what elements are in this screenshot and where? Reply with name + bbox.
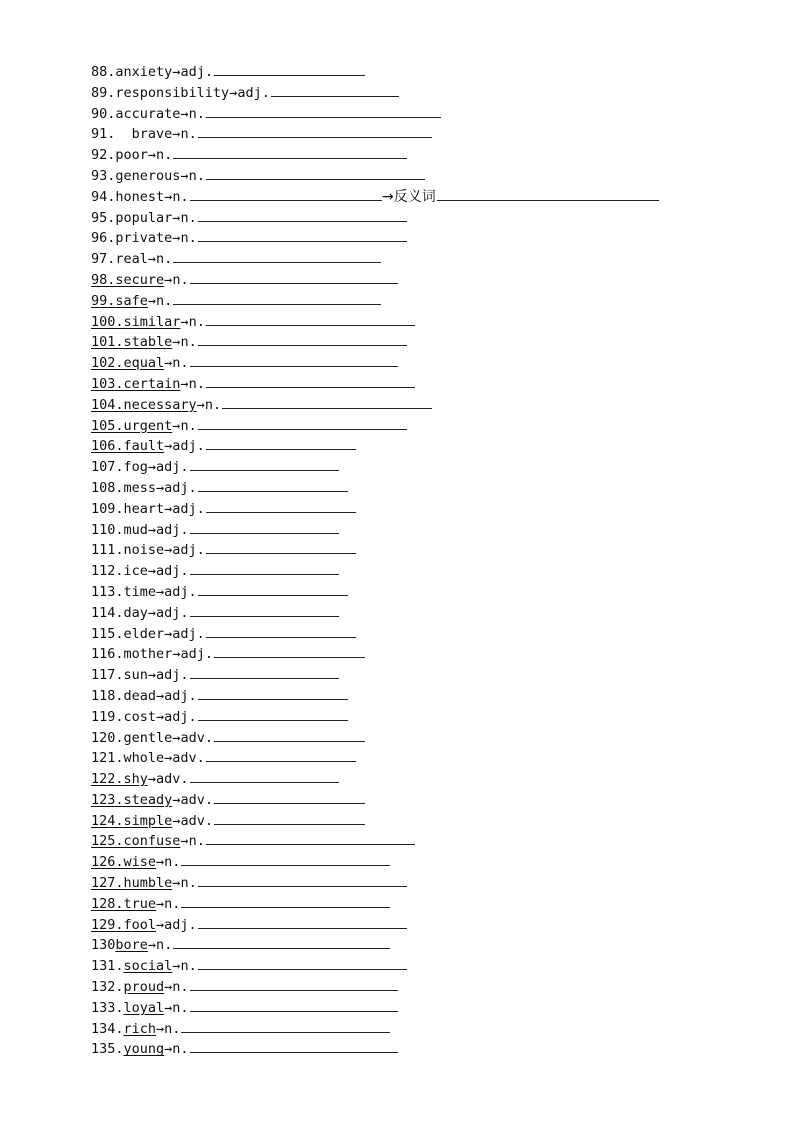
answer-blank[interactable]: [190, 561, 339, 575]
exercise-item: [91, 62, 659, 83]
arrow-icon: →: [147, 563, 157, 580]
item-number: 134.: [91, 1020, 124, 1037]
answer-blank[interactable]: [214, 790, 365, 804]
item-word: honest: [115, 188, 165, 205]
answer-blank[interactable]: [173, 291, 381, 305]
part-of-speech: n.: [188, 105, 205, 122]
arrow-icon: →: [229, 84, 238, 101]
item-number: 94.: [91, 188, 116, 205]
answer-blank[interactable]: [190, 1039, 398, 1053]
item-number: 135.: [91, 1041, 124, 1058]
arrow-icon: →: [172, 958, 181, 975]
item-word: dead: [123, 687, 157, 704]
arrow-icon: →: [156, 1020, 165, 1037]
item-word: noise: [123, 542, 165, 559]
arrow-icon: →: [172, 646, 181, 663]
item-number: 130: [91, 937, 116, 954]
part-of-speech: n.: [156, 937, 173, 954]
item-word: generous: [115, 167, 181, 184]
part-of-speech: n.: [188, 375, 205, 392]
exercise-item: [91, 312, 659, 333]
part-of-speech: n.: [164, 895, 181, 912]
item-word: certain: [123, 375, 181, 392]
part-of-speech: adv.: [172, 750, 205, 767]
item-number: 88.: [91, 64, 116, 80]
arrow-icon: →: [147, 147, 157, 164]
part-of-speech: adj.: [156, 521, 189, 538]
item-word: rich: [123, 1020, 157, 1037]
answer-blank[interactable]: [198, 228, 407, 242]
exercise-item: [91, 769, 659, 790]
exercise-item: [91, 977, 659, 998]
antonym-blank[interactable]: [437, 187, 659, 201]
arrow-icon: →: [147, 292, 157, 309]
item-word: fault: [123, 438, 165, 455]
answer-blank[interactable]: [190, 353, 398, 367]
arrow-icon: →: [164, 355, 173, 372]
part-of-speech: adj.: [156, 563, 189, 580]
answer-blank[interactable]: [190, 603, 339, 617]
exercise-item: [91, 894, 659, 915]
answer-blank[interactable]: [206, 374, 415, 388]
arrow-icon: →: [156, 708, 165, 725]
item-word: safe: [115, 292, 148, 309]
arrow-icon: →: [147, 937, 157, 954]
answer-blank[interactable]: [198, 124, 432, 138]
part-of-speech: n.: [188, 313, 205, 330]
part-of-speech: adj.: [172, 625, 205, 642]
part-of-speech: adj.: [172, 500, 205, 517]
arrow-icon: →: [180, 167, 189, 184]
item-word: stable: [123, 334, 173, 351]
answer-blank[interactable]: [214, 644, 365, 658]
item-number: 113.: [91, 583, 124, 600]
item-number: 99.: [91, 292, 116, 309]
item-word: wise: [123, 854, 157, 871]
arrow-icon: →: [156, 583, 165, 600]
part-of-speech: n.: [172, 999, 189, 1016]
exercise-item: [91, 499, 659, 520]
answer-blank[interactable]: [190, 457, 339, 471]
answer-blank[interactable]: [173, 935, 390, 949]
item-word: humble: [123, 875, 173, 892]
answer-blank[interactable]: [214, 728, 365, 742]
exercise-item: [91, 416, 659, 437]
exercise-item: [91, 873, 659, 894]
exercise-item: [91, 83, 659, 104]
item-number: 114.: [91, 604, 124, 621]
item-number: 102.: [91, 355, 124, 372]
item-word: loyal: [123, 999, 165, 1016]
exercise-item: [91, 124, 659, 145]
item-word: day: [123, 604, 148, 621]
item-number: 119.: [91, 708, 124, 725]
item-word: heart: [123, 500, 165, 517]
item-word: mother: [123, 646, 173, 663]
arrow-icon: →: [172, 791, 181, 808]
item-word: accurate: [115, 105, 181, 122]
arrow-icon: →: [147, 771, 157, 788]
answer-blank[interactable]: [198, 416, 407, 430]
answer-blank[interactable]: [198, 686, 348, 700]
item-word: real: [115, 251, 148, 268]
item-number: 103.: [91, 375, 124, 392]
item-number: 111.: [91, 542, 124, 559]
exercise-item: [91, 728, 659, 749]
item-number: 123.: [91, 791, 124, 808]
item-word: cost: [123, 708, 157, 725]
part-of-speech: n.: [180, 417, 197, 434]
part-of-speech: n.: [164, 854, 181, 871]
item-number: 95.: [91, 209, 116, 226]
answer-blank[interactable]: [190, 270, 398, 284]
arrow-icon: →: [164, 188, 173, 205]
item-number: 118.: [91, 687, 124, 704]
part-of-speech: n.: [156, 251, 173, 268]
item-word: bore: [115, 937, 148, 954]
exercise-item: [91, 457, 659, 478]
exercise-item: [91, 208, 659, 229]
item-word: simple: [123, 812, 173, 829]
part-of-speech: n.: [156, 147, 173, 164]
answer-blank[interactable]: [206, 748, 356, 762]
item-word: young: [123, 1041, 165, 1058]
answer-blank[interactable]: [206, 166, 425, 180]
exercise-item: [91, 187, 659, 208]
exercise-item: [91, 291, 659, 312]
exercise-item: [91, 831, 659, 852]
item-number: 108.: [91, 479, 124, 496]
item-word: time: [123, 583, 157, 600]
item-number: 120.: [91, 729, 124, 746]
exercise-item: [91, 665, 659, 686]
part-of-speech: adj.: [164, 479, 197, 496]
arrow-icon: →: [164, 999, 173, 1016]
arrow-icon: →: [172, 729, 181, 746]
word-form-exercise-list: [91, 62, 659, 1060]
item-word: ice: [123, 563, 148, 580]
part-of-speech: n.: [172, 271, 189, 288]
item-word: popular: [115, 209, 173, 226]
arrow-icon: →: [180, 375, 189, 392]
exercise-item: [91, 520, 659, 541]
part-of-speech: adj.: [172, 542, 205, 559]
arrow-icon: →: [156, 854, 165, 871]
item-number: 91.: [91, 126, 116, 143]
part-of-speech: n.: [188, 167, 205, 184]
item-number: 122.: [91, 771, 124, 788]
item-word: mess: [123, 479, 157, 496]
answer-blank[interactable]: [206, 624, 356, 638]
exercise-item: [91, 811, 659, 832]
item-number: 131.: [91, 958, 124, 975]
part-of-speech: n.: [156, 292, 173, 309]
arrow-icon: →: [172, 126, 181, 143]
arrow-icon: →: [172, 417, 181, 434]
item-word: sun: [123, 667, 148, 684]
item-word: similar: [123, 313, 181, 330]
item-number: 129.: [91, 916, 124, 933]
part-of-speech: n.: [172, 1041, 189, 1058]
arrow-icon: →: [196, 396, 205, 413]
item-number: 115.: [91, 625, 124, 642]
answer-blank[interactable]: [173, 145, 407, 159]
answer-blank[interactable]: [190, 520, 339, 534]
item-word: responsibility: [115, 84, 230, 101]
item-word: necessary: [123, 396, 197, 413]
part-of-speech: adj.: [164, 708, 197, 725]
antonym-label: →反义词: [382, 188, 436, 205]
item-word: proud: [123, 979, 165, 996]
answer-blank[interactable]: [198, 707, 348, 721]
item-number: 124.: [91, 812, 124, 829]
part-of-speech: adv.: [156, 771, 189, 788]
exercise-item: [91, 935, 659, 956]
exercise-item: [91, 998, 659, 1019]
answer-blank[interactable]: [206, 499, 356, 513]
exercise-item: [91, 145, 659, 166]
answer-blank[interactable]: [198, 915, 407, 929]
item-word: private: [115, 230, 173, 247]
item-word: social: [123, 958, 173, 975]
answer-blank[interactable]: [190, 665, 339, 679]
item-word: confuse: [123, 833, 181, 850]
exercise-item: [91, 956, 659, 977]
exercise-item: [91, 166, 659, 187]
part-of-speech: n.: [172, 355, 189, 372]
arrow-icon: →: [172, 812, 181, 829]
arrow-icon: →: [156, 895, 165, 912]
part-of-speech: adv.: [180, 791, 213, 808]
item-number: 126.: [91, 854, 124, 871]
item-word: secure: [115, 271, 165, 288]
arrow-icon: →: [172, 875, 181, 892]
part-of-speech: adj.: [164, 687, 197, 704]
exercise-item: [91, 395, 659, 416]
item-word: poor: [115, 147, 148, 164]
answer-blank[interactable]: [190, 977, 398, 991]
part-of-speech: adv.: [180, 812, 213, 829]
exercise-item: [91, 748, 659, 769]
answer-blank[interactable]: [198, 332, 407, 346]
answer-blank[interactable]: [198, 478, 348, 492]
item-number: 98.: [91, 271, 116, 288]
exercise-item: [91, 561, 659, 582]
answer-blank[interactable]: [198, 873, 407, 887]
part-of-speech: adj.: [172, 438, 205, 455]
answer-blank[interactable]: [190, 187, 382, 201]
exercise-item: [91, 1039, 659, 1060]
part-of-speech: n.: [180, 958, 197, 975]
exercise-item: [91, 603, 659, 624]
exercise-item: [91, 478, 659, 499]
answer-blank[interactable]: [198, 208, 407, 222]
part-of-speech: n.: [188, 833, 205, 850]
arrow-icon: →: [180, 105, 189, 122]
part-of-speech: n.: [180, 875, 197, 892]
answer-blank[interactable]: [206, 436, 356, 450]
exercise-item: [91, 353, 659, 374]
item-number: 127.: [91, 875, 124, 892]
part-of-speech: n.: [180, 126, 197, 143]
arrow-icon: →: [164, 750, 173, 767]
part-of-speech: n.: [172, 188, 189, 205]
exercise-item: [91, 582, 659, 603]
exercise-item: [91, 624, 659, 645]
arrow-icon: →: [147, 459, 157, 476]
answer-blank[interactable]: [206, 540, 356, 554]
arrow-icon: →: [156, 687, 165, 704]
exercise-item: [91, 540, 659, 561]
answer-blank[interactable]: [206, 831, 415, 845]
item-number: 89.: [91, 84, 116, 101]
item-word: fog: [123, 459, 148, 476]
arrow-icon: →: [147, 667, 157, 684]
item-word: urgent: [123, 417, 173, 434]
answer-blank[interactable]: [206, 104, 441, 118]
part-of-speech: adj.: [156, 604, 189, 621]
item-word: steady: [123, 791, 173, 808]
item-word: brave: [115, 126, 173, 143]
arrow-icon: →: [164, 542, 173, 559]
exercise-item: [91, 644, 659, 665]
item-number: 93.: [91, 167, 116, 184]
item-word: mud: [123, 521, 148, 538]
answer-blank[interactable]: [198, 956, 407, 970]
item-number: 96.: [91, 230, 116, 247]
item-number: 106.: [91, 438, 124, 455]
arrow-icon: →: [147, 251, 157, 268]
exercise-item: [91, 915, 659, 936]
arrow-icon: →: [147, 604, 157, 621]
item-word: anxiety: [115, 64, 173, 80]
exercise-item: [91, 270, 659, 291]
item-number: 104.: [91, 396, 124, 413]
arrow-icon: →: [156, 916, 165, 933]
part-of-speech: n.: [180, 334, 197, 351]
part-of-speech: adj.: [237, 84, 270, 101]
item-number: 109.: [91, 500, 124, 517]
arrow-icon: →: [164, 500, 173, 517]
arrow-icon: →: [164, 1041, 173, 1058]
item-number: 105.: [91, 417, 124, 434]
arrow-icon: →: [164, 271, 173, 288]
answer-blank[interactable]: [206, 312, 415, 326]
arrow-icon: →: [180, 833, 189, 850]
item-number: 107.: [91, 459, 124, 476]
arrow-icon: →: [164, 438, 173, 455]
part-of-speech: adj.: [156, 667, 189, 684]
item-number: 110.: [91, 521, 124, 538]
exercise-item: [91, 790, 659, 811]
answer-blank[interactable]: [271, 83, 399, 97]
answer-blank[interactable]: [214, 62, 365, 76]
item-number: 90.: [91, 105, 116, 122]
answer-blank[interactable]: [173, 249, 381, 263]
item-number: 100.: [91, 313, 124, 330]
part-of-speech: adj.: [156, 459, 189, 476]
item-word: fool: [123, 916, 157, 933]
arrow-icon: →: [164, 979, 173, 996]
part-of-speech: n.: [180, 230, 197, 247]
item-number: 133.: [91, 999, 124, 1016]
arrow-icon: →: [180, 313, 189, 330]
part-of-speech: adj.: [180, 646, 213, 663]
item-number: 116.: [91, 646, 124, 663]
part-of-speech: adv.: [180, 729, 213, 746]
part-of-speech: adj.: [164, 583, 197, 600]
part-of-speech: n.: [180, 209, 197, 226]
item-word: elder: [123, 625, 165, 642]
exercise-item: [91, 436, 659, 457]
item-word: shy: [123, 771, 148, 788]
arrow-icon: →: [172, 334, 181, 351]
item-number: 117.: [91, 667, 124, 684]
exercise-item: [91, 707, 659, 728]
item-number: 112.: [91, 563, 124, 580]
exercise-item: [91, 374, 659, 395]
arrow-icon: →: [164, 625, 173, 642]
item-number: 92.: [91, 147, 116, 164]
item-number: 128.: [91, 895, 124, 912]
part-of-speech: adj.: [180, 64, 213, 80]
item-number: 101.: [91, 334, 124, 351]
exercise-item: [91, 332, 659, 353]
answer-blank[interactable]: [181, 852, 390, 866]
item-word: equal: [123, 355, 165, 372]
answer-blank[interactable]: [222, 395, 432, 409]
item-number: 97.: [91, 251, 116, 268]
answer-blank[interactable]: [181, 1019, 390, 1033]
answer-blank[interactable]: [181, 894, 390, 908]
item-word: gentle: [123, 729, 173, 746]
item-number: 132.: [91, 979, 124, 996]
exercise-item: [91, 852, 659, 873]
part-of-speech: n.: [164, 1020, 181, 1037]
arrow-icon: →: [172, 64, 181, 80]
arrow-icon: →: [156, 479, 165, 496]
exercise-item: [91, 249, 659, 270]
item-word: true: [123, 895, 157, 912]
part-of-speech: adj.: [164, 916, 197, 933]
answer-blank[interactable]: [214, 811, 365, 825]
answer-blank[interactable]: [198, 582, 348, 596]
arrow-icon: →: [172, 209, 181, 226]
answer-blank[interactable]: [190, 769, 339, 783]
exercise-item: [91, 228, 659, 249]
arrow-icon: →: [147, 521, 157, 538]
item-number: 121.: [91, 750, 124, 767]
answer-blank[interactable]: [190, 998, 398, 1012]
exercise-item: [91, 104, 659, 125]
item-number: 125.: [91, 833, 124, 850]
item-word: whole: [123, 750, 165, 767]
part-of-speech: n.: [172, 979, 189, 996]
arrow-icon: →: [172, 230, 181, 247]
exercise-item: [91, 1019, 659, 1040]
part-of-speech: n.: [204, 396, 222, 413]
exercise-item: [91, 686, 659, 707]
